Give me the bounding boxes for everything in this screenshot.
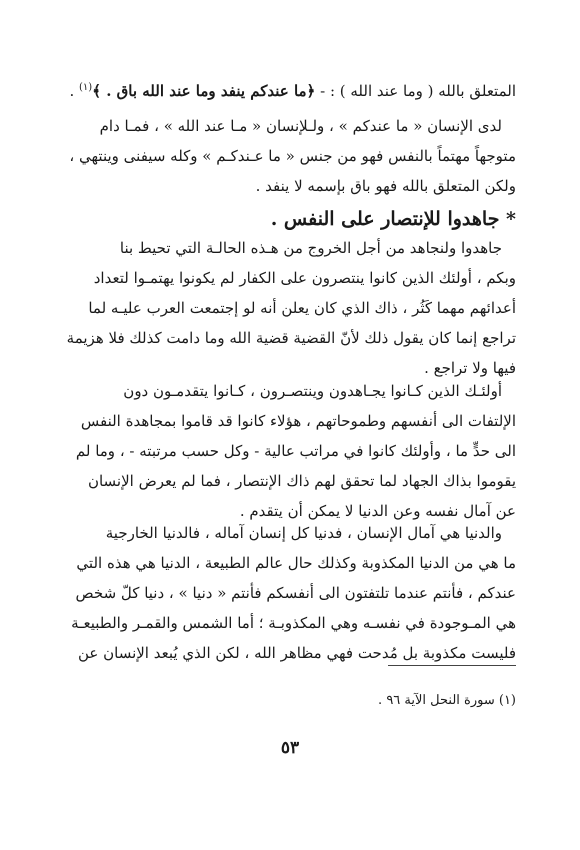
paragraph-line: الإلتفات الى أنفسهم وطموحاتهم ، هؤلاء كانوا قد قاموا بمجاهدة النفس [80,412,516,430]
paragraph-line: والدنيا هي آمال الإنسان ، فدنيا كل إنسان آماله ، فالدنيا الخارجية [105,524,502,542]
paragraph-line: الى حدٍّ ما ، وأولئك كانوا في مراتب عالية - وكل حسب مرتبته - ، وما لم [75,442,516,460]
paragraph-line: جاهدوا ولنجاهد من أجل الخروج من هـذه الحالـة التي تحيط بنا [119,239,502,257]
paragraph-1 [69,111,516,201]
paragraph-3 [76,376,516,526]
paragraph-line: أعدائهم مهما كَثُر ، ذاك الذي كان يعلن أنه لو إجتمعت العرب عليـه لما [88,299,516,317]
paragraph-line: لدى الإنسان « ما عندكم » ، ولـلإنسان « مـا عند الله » ، فمـا دام [99,117,502,135]
paragraph-line: تراجع إنما كان يقول ذلك لأنّ القضية قضية الله وما دامت كذلك فلا هزيمة [66,329,516,347]
paragraph-line: هي المـوجودة في نفسـه وهي المكذوبـة ؛ أما الشمس والقمـر والطبيعـة [71,614,516,632]
footnote-divider [388,665,516,666]
paragraph-line: يقوموا بذاك الجهاد لما تحقق لهم ذاك الإنتصار ، فما لم يعرض الإنسان [87,472,516,490]
paragraph-line: أولئـك الذين كـانوا يجـاهدون وينتصـرون ، كـانوا يتقدمـون دون [123,382,502,400]
footnote-mark: (١) [79,82,93,93]
paragraph-line: متوجهاً مهتماً بالنفس فهو من جنس « ما عـندكـم » وكله سيفنى وينتهي ، [69,147,516,165]
paragraph-line: ما هي من الدنيا المكذوبة وكذلك حال عالم الطبيعة ، الدنيا هي هذه التي [76,554,516,572]
section-heading: * جاهدوا للإنتصار على النفس . [270,208,516,230]
paragraph-line: فليست مكذوبة بل مُدحت فهي مظاهر الله ، لكن الذي يُبعد الإنسان عن [77,644,516,662]
page-number: ٥٣ [280,738,300,758]
paragraph-line: عن آمال نفسه وعن الدنيا لا يمكن أن يتقدم . [239,502,516,520]
paragraph-line: عندكم ، فأنتم عندما تلتفتون الى أنفسكم فأنتم « دنيا » ، دنيا كلّ شخص [75,584,516,602]
footnote: (١) سورة النحل الآية ٩٦ . [378,693,516,708]
top-quote-after: . [69,82,79,100]
paragraph-line: فيها ولا تراجع . [424,359,516,377]
top-quote [69,73,516,103]
top-quote-line [69,73,516,103]
paragraph-2 [66,233,516,383]
paragraph-line: ولكن المتعلق بالله فهو باق بإسمه لا ينفد . [255,177,516,195]
top-quote-before: المتعلق بالله ( وما عند الله ) : - [315,82,516,100]
paragraph-line: وبكم ، أولئك الذين كانوا ينتصرون على الكفار لم يكونوا يهتمـوا لتعداد [93,269,516,287]
top-quote-verse: ﴿ما عندكم ينفد وما عند الله باق . ﴾ [92,82,316,100]
paragraph-4 [71,518,516,668]
